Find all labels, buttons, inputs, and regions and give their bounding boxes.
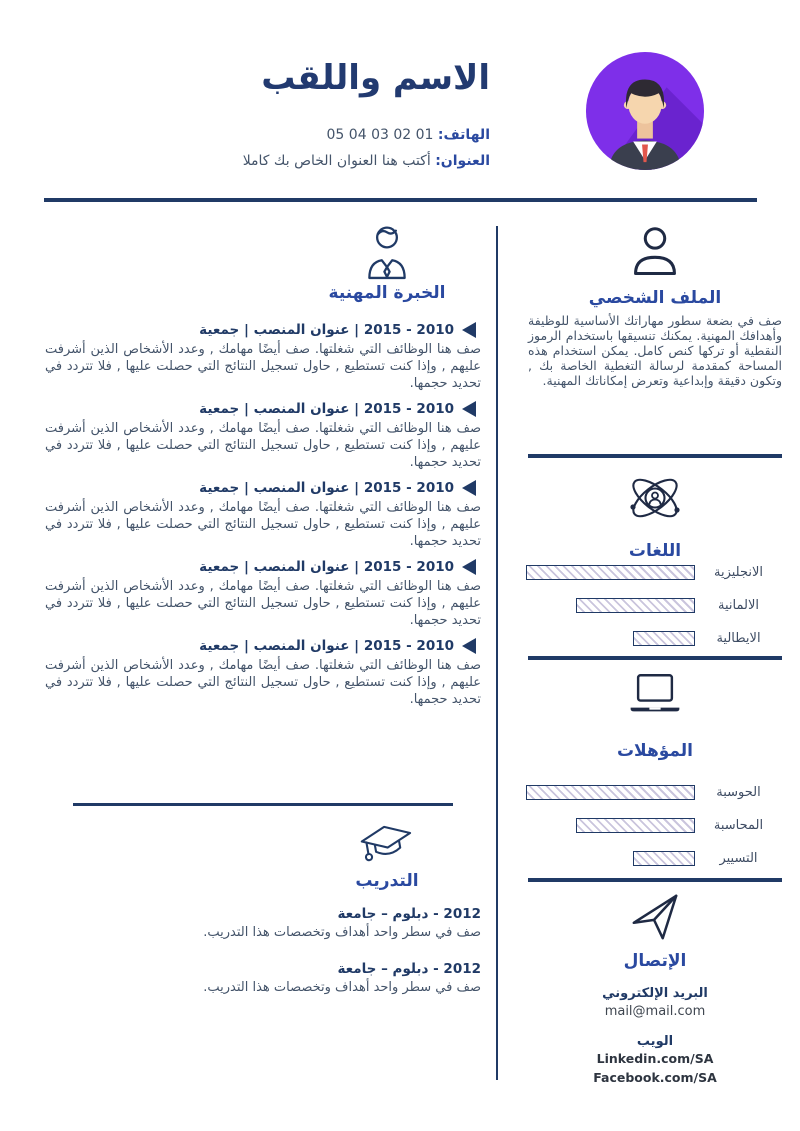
level-bar	[633, 631, 695, 646]
training-title: التدريب	[355, 871, 419, 891]
businessman-icon	[362, 224, 412, 280]
training-entries	[45, 906, 481, 1016]
qualification-row	[528, 850, 782, 866]
level-bar	[633, 851, 695, 866]
phone-label: الهاتف:	[437, 127, 490, 143]
experience-section-header	[307, 224, 467, 303]
page-title: الاسم واللقب	[261, 58, 490, 98]
profile-icon-wrap	[528, 226, 782, 280]
language-label: الانجليزية	[713, 564, 764, 580]
qualification-bars	[528, 784, 782, 883]
bar-track	[528, 818, 695, 833]
experience-entry	[45, 401, 481, 471]
level-bar	[576, 818, 695, 833]
column-divider	[496, 226, 498, 1080]
email-label: البريد الإلكتروني	[602, 986, 708, 1001]
entry-title: 2010 - 2015 | عنوان المنصب | جمعية	[199, 480, 454, 496]
entry-heading-row	[45, 480, 481, 496]
entry-description: صف هنا الوظائف التي شغلتها. صف أيضًا مهامك , وعدد الأشخاص الذين أشرفت عليهم , وإذا كنت تستطيع , حاول تسجيل النتائج التي حصلت عليها , فلا تتردد في تحديد حجمها.	[45, 500, 481, 549]
graduation-cap-icon	[359, 822, 415, 868]
contact-title: الإتصال	[623, 951, 687, 971]
language-bars	[528, 564, 782, 663]
training-entry-description: صف في سطر واحد أهداف وتخصصات هذا التدريب.	[203, 925, 481, 940]
paper-plane-icon	[628, 890, 682, 944]
entry-description: صف هنا الوظائف التي شغلتها. صف أيضًا مهامك , وعدد الأشخاص الذين أشرفت عليهم , وإذا كنت تستطيع , حاول تسجيل النتائج التي حصلت عليها , فلا تتردد في تحديد حجمها.	[45, 579, 481, 628]
entry-heading-row	[45, 559, 481, 575]
address-value: أكتب هنا العنوان الخاص بك كاملا	[242, 153, 431, 169]
qualifications-icon-wrap	[528, 670, 782, 718]
side-column	[528, 222, 782, 1085]
language-row	[528, 597, 782, 613]
address-line	[243, 153, 490, 169]
section-divider	[528, 656, 782, 660]
bar-track	[528, 785, 695, 800]
triangle-marker-icon	[462, 559, 476, 575]
bar-track	[528, 631, 695, 646]
training-section-header	[307, 822, 467, 891]
entry-description: صف هنا الوظائف التي شغلتها. صف أيضًا مهامك , وعدد الأشخاص الذين أشرفت عليهم , وإذا كنت تستطيع , حاول تسجيل النتائج التي حصلت عليها , فلا تتردد في تحديد حجمها.	[45, 342, 481, 391]
entry-description: صف هنا الوظائف التي شغلتها. صف أيضًا مهامك , وعدد الأشخاص الذين أشرفت عليهم , وإذا كنت تستطيع , حاول تسجيل النتائج التي حصلت عليها , فلا تتردد في تحديد حجمها.	[45, 421, 481, 470]
triangle-marker-icon	[462, 480, 476, 496]
training-divider	[73, 803, 453, 806]
avatar	[584, 50, 706, 172]
address-label: العنوان:	[435, 153, 490, 169]
language-row	[528, 630, 782, 646]
qualification-row	[528, 784, 782, 800]
phone-line	[327, 127, 491, 143]
laptop-icon	[625, 670, 685, 718]
language-label: الايطالية	[716, 630, 761, 646]
languages-title: اللغات	[628, 541, 682, 561]
entry-heading-row	[45, 322, 481, 338]
header-divider	[44, 198, 757, 202]
atom-people-icon	[623, 466, 687, 530]
person-icon	[630, 226, 680, 280]
contact-icon-wrap	[528, 890, 782, 944]
bar-track	[528, 851, 695, 866]
level-bar	[576, 598, 695, 613]
entry-title: 2010 - 2015 | عنوان المنصب | جمعية	[199, 559, 454, 575]
phone-value: 01 02 03 04 05	[326, 127, 434, 143]
profile-text: صف في بضعة سطور مهاراتك الأساسية للوظيفة وأهدافك المهنية. يمكنك تنسيقها باستخدام الرموز النقطية أو تركها كنص كامل. يمكن استخدام هذه المساحة كمقدمة لرسالة التغطية الخاصة بك , وتكون دقيقة وإبداعية وتعرض إمكاناتك المهنية.	[528, 313, 782, 388]
section-divider	[528, 454, 782, 458]
linkedin-link[interactable]: Linkedin.com/SA	[596, 1051, 714, 1066]
language-label: الالمانية	[718, 597, 759, 613]
qualification-label: المحاسبة	[713, 817, 764, 833]
qualification-label: الحوسبة	[716, 784, 761, 800]
entry-heading-row	[45, 401, 481, 417]
qualification-row	[528, 817, 782, 833]
triangle-marker-icon	[462, 638, 476, 654]
language-row	[528, 564, 782, 580]
training-entry-title: 2012 - دبلوم – جامعة	[337, 906, 481, 922]
entry-title: 2010 - 2015 | عنوان المنصب | جمعية	[199, 638, 454, 654]
triangle-marker-icon	[462, 322, 476, 338]
qualification-label: التسيير	[719, 850, 758, 866]
training-entry-title: 2012 - دبلوم – جامعة	[337, 961, 481, 977]
entry-description: صف هنا الوظائف التي شغلتها. صف أيضًا مهامك , وعدد الأشخاص الذين أشرفت عليهم , وإذا كنت تستطيع , حاول تسجيل النتائج التي حصلت عليها , فلا تتردد في تحديد حجمها.	[45, 658, 481, 707]
bar-track	[528, 598, 695, 613]
training-entry	[45, 961, 481, 996]
experience-entry	[45, 322, 481, 392]
experience-title: الخبرة المهنية	[328, 283, 446, 303]
web-label: الويب	[636, 1034, 674, 1049]
training-entry-description: صف في سطر واحد أهداف وتخصصات هذا التدريب.	[203, 980, 481, 995]
triangle-marker-icon	[462, 401, 476, 417]
experience-entry	[45, 559, 481, 629]
section-divider	[528, 878, 782, 882]
qualifications-title: المؤهلات	[616, 741, 694, 761]
entry-title: 2010 - 2015 | عنوان المنصب | جمعية	[199, 401, 454, 417]
level-bar	[526, 785, 695, 800]
level-bar	[526, 565, 695, 580]
email-value[interactable]: mail@mail.com	[604, 1004, 706, 1019]
experience-entry	[45, 638, 481, 708]
entry-heading-row	[45, 638, 481, 654]
experience-column	[45, 222, 481, 1022]
bar-track	[528, 565, 695, 580]
languages-icon-wrap	[528, 466, 782, 530]
web-links	[528, 1051, 782, 1085]
experience-entries	[45, 322, 481, 717]
avatar-person-icon	[584, 50, 706, 172]
entry-title: 2010 - 2015 | عنوان المنصب | جمعية	[199, 322, 454, 338]
training-entry	[45, 906, 481, 941]
profile-title: الملف الشخصي	[588, 288, 722, 308]
facebook-link[interactable]: Facebook.com/SA	[593, 1070, 717, 1085]
experience-entry	[45, 480, 481, 550]
